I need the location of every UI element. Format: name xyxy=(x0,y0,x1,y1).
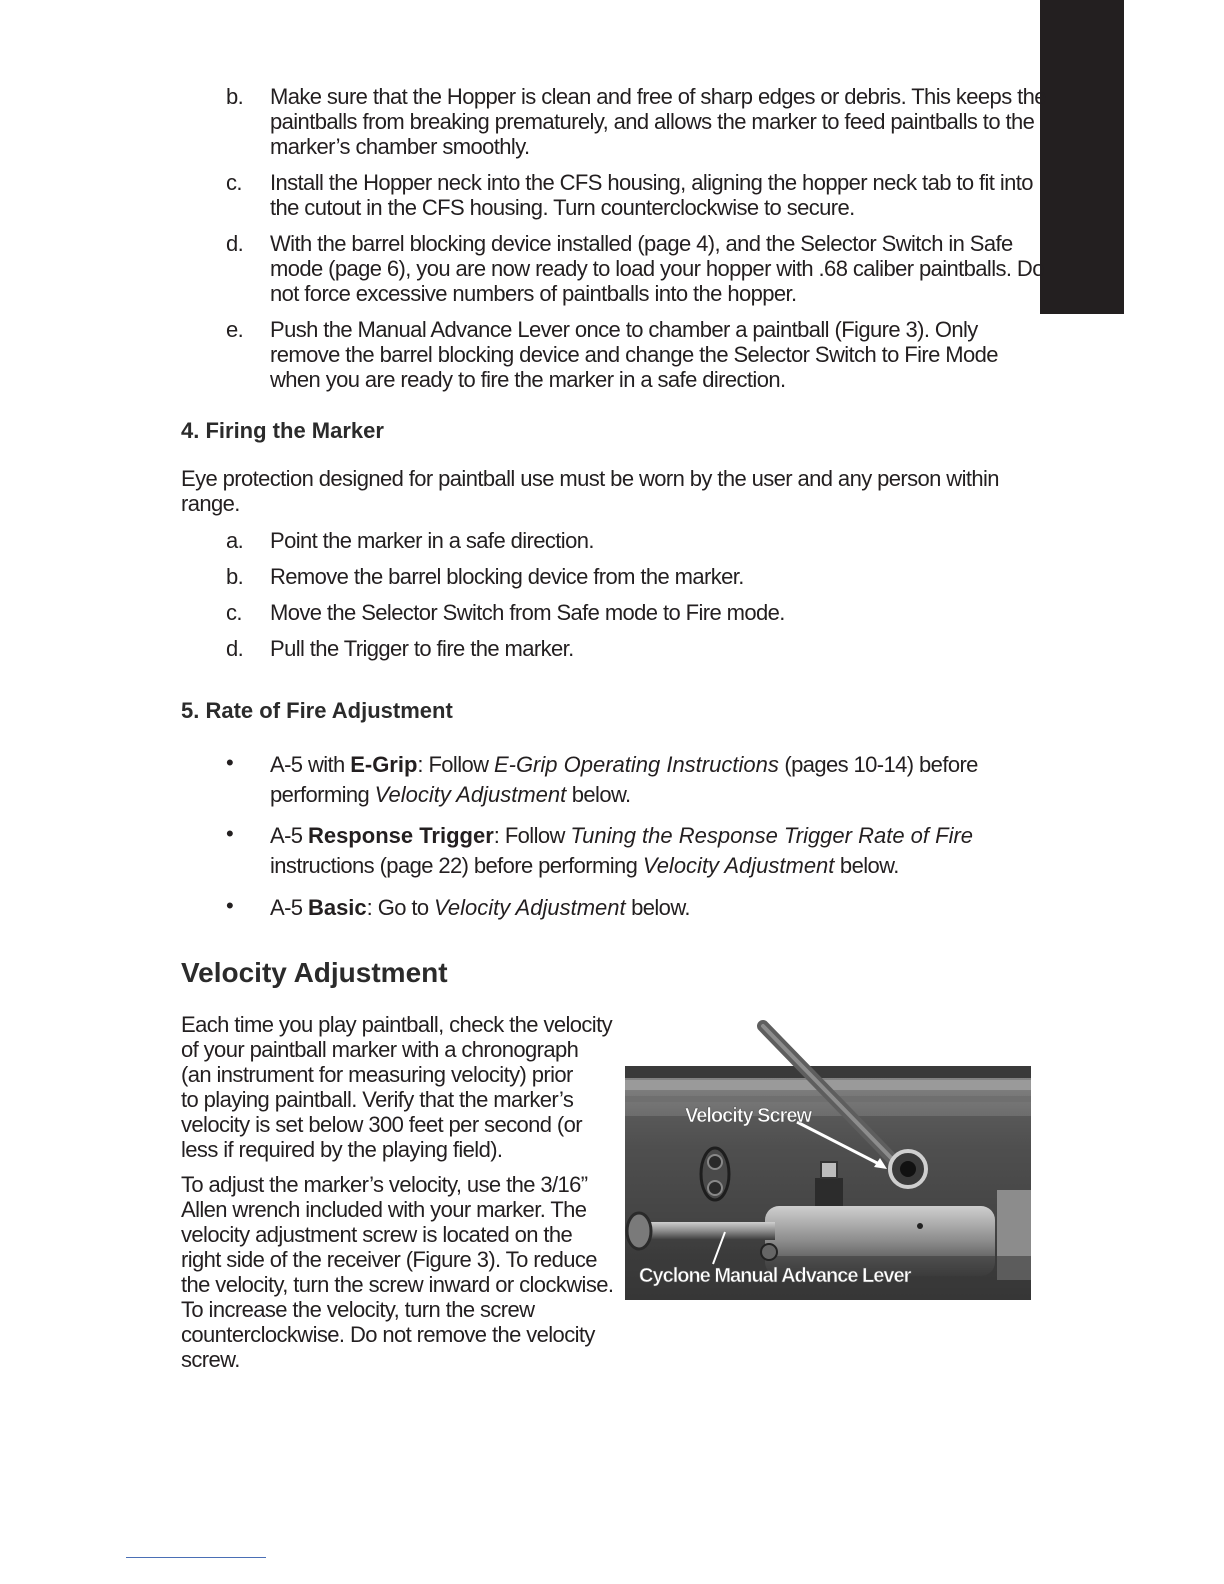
list-item-text: Make sure that the Hopper is clean and free of sharp edges or debris. This keeps the paintballs from breaking prematurely, and allows the marker to feed paintballs to the marker’s chamber smoothly. xyxy=(270,84,1046,159)
label-manual-advance-lever: Cyclone Manual Advance Lever xyxy=(639,1265,911,1287)
list-item-label: d. xyxy=(226,231,244,256)
section-heading-rate-of-fire: 5. Rate of Fire Adjustment xyxy=(181,698,453,723)
velocity-paragraph-1: Each time you play paintball, check the velocity of your paintball marker with a chronograph (an instrument for measuring velocity) prior to playing paintball. Verify that the marker’s velocity is set below 300 feet per second (or less if required by the playing field). xyxy=(181,1012,612,1162)
list-item-label: b. xyxy=(226,84,244,109)
velocity-paragraph-2: To adjust the marker’s velocity, use the 3/16” Allen wrench included with your marker. The velocity adjustment screw is located on the right side of the receiver (Figure 3). To reduce the velocity, turn the screw inward or clockwise. To increase the velocity, turn the screw counterclockwise. Do not remove the velocity screw. xyxy=(181,1172,614,1372)
section-tab-marker xyxy=(1040,0,1124,314)
list-item-label: b. xyxy=(226,564,244,589)
list-item-text: Install the Hopper neck into the CFS housing, aligning the hopper neck tab to fit into the cutout in the CFS housing. Turn counterclockwise to secure. xyxy=(270,170,1033,220)
bullet-mark: • xyxy=(226,750,234,775)
list-item-label: c. xyxy=(226,600,242,625)
footer-rule xyxy=(126,1557,266,1558)
list-item-text: Remove the barrel blocking device from the marker. xyxy=(270,564,744,589)
section-heading-firing: 4. Firing the Marker xyxy=(181,418,384,443)
list-item-text: Push the Manual Advance Lever once to chamber a paintball (Figure 3). Only remove the barrel blocking device and change the Selector Switch to Fire Mode when you are ready to fire the marker in a safe direction. xyxy=(270,317,998,392)
figure-velocity-screw xyxy=(625,1066,1031,1300)
list-item-text: Point the marker in a safe direction. xyxy=(270,528,594,553)
list-item-text: Move the Selector Switch from Safe mode to Fire mode. xyxy=(270,600,785,625)
list-item-text: Pull the Trigger to fire the marker. xyxy=(270,636,574,661)
list-item-text: A-5 with E-Grip: Follow E-Grip Operating Instructions (pages 10-14) before performing Velocity Adjustment below. xyxy=(270,752,978,807)
marker-receiver-illustration xyxy=(625,1066,1031,1300)
list-item-label: d. xyxy=(226,636,244,661)
list-item-text: A-5 Response Trigger: Follow Tuning the Response Trigger Rate of Fire instructions (page 22) before performing Velocity Adjustment below. xyxy=(270,823,974,878)
firing-intro: Eye protection designed for paintball use must be worn by the user and any person within range. xyxy=(181,466,999,516)
list-item-label: c. xyxy=(226,170,242,195)
list-item-text: A-5 Basic: Go to Velocity Adjustment below. xyxy=(270,895,690,920)
list-item-label: a. xyxy=(226,528,244,553)
list-item-label: e. xyxy=(226,317,244,342)
bullet-mark: • xyxy=(226,821,234,846)
label-velocity-screw: Velocity Screw xyxy=(685,1105,812,1127)
list-item-text: With the barrel blocking device installed (page 4), and the Selector Switch in Safe mode (page 6), you are now ready to load your hopper with .68 caliber paintballs. Do not force excessive numbers of paintballs into the hopper. xyxy=(270,231,1044,306)
section-heading-velocity: Velocity Adjustment xyxy=(181,957,448,988)
bullet-mark: • xyxy=(226,893,234,918)
